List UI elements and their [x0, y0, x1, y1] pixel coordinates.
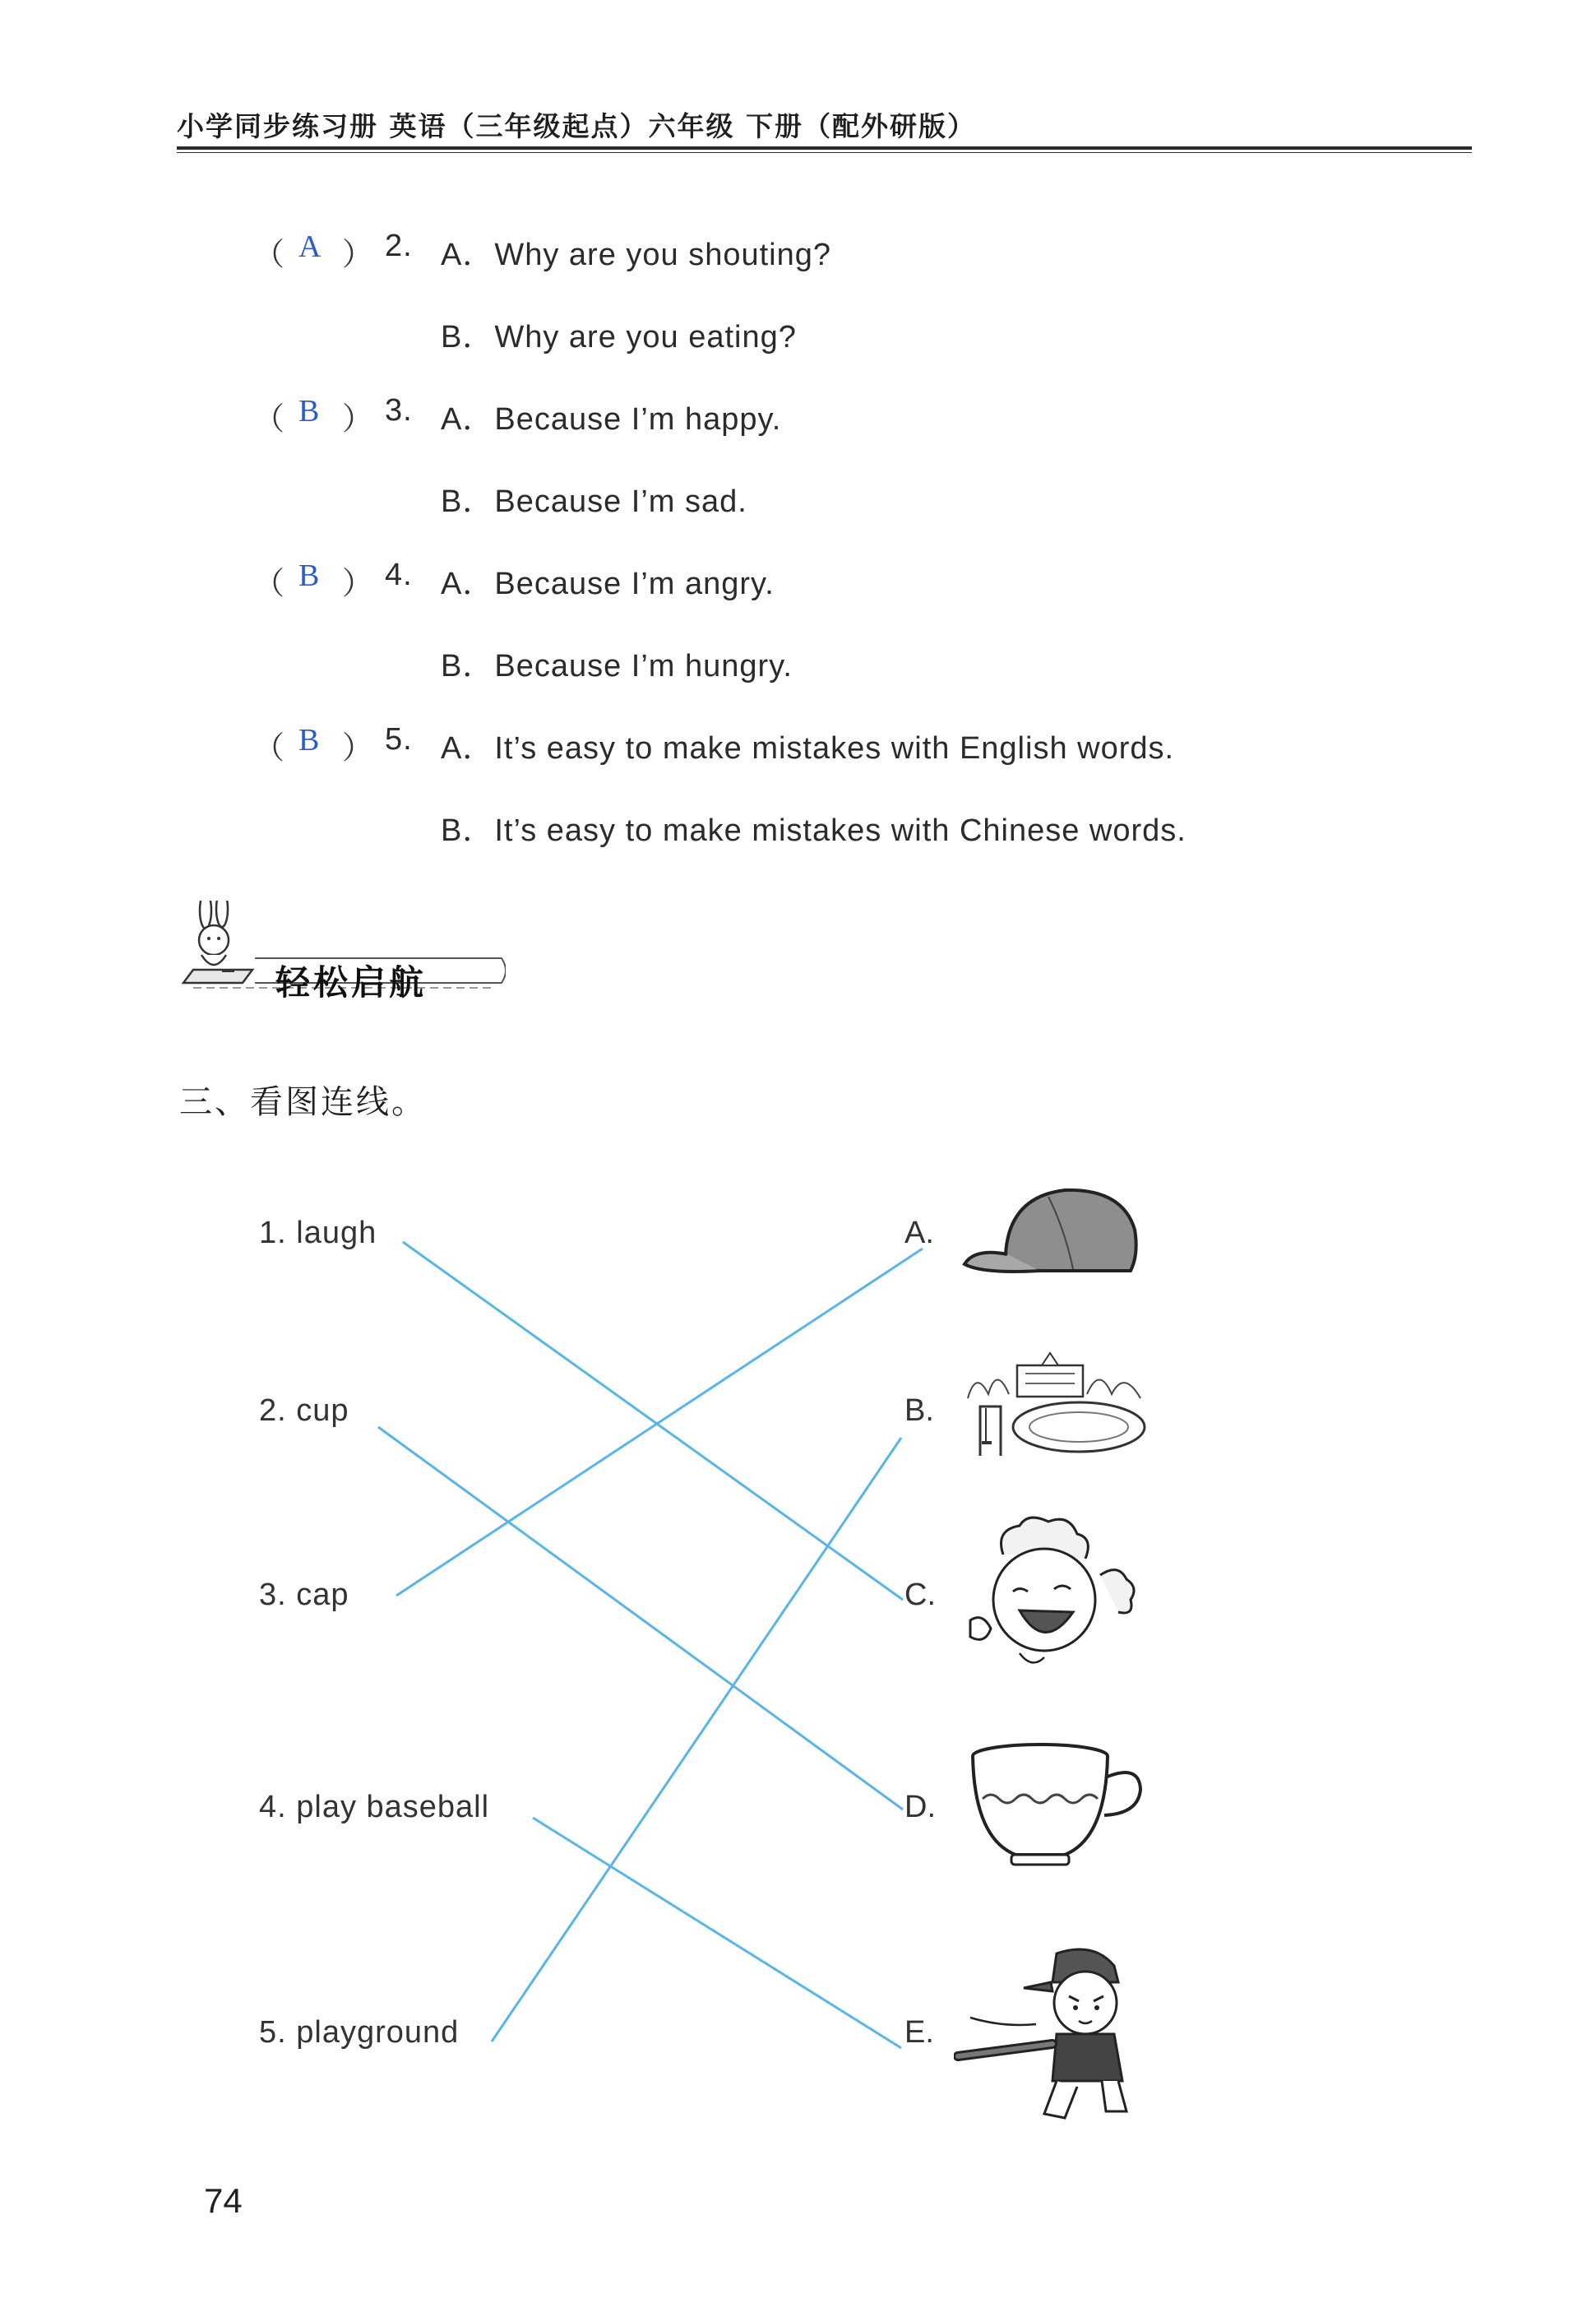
- paren-close: ）: [342, 567, 375, 601]
- connection-line-2-d: [378, 1427, 903, 1810]
- paren-close: ）: [342, 238, 375, 272]
- answer-mark: B: [298, 723, 321, 758]
- match-word-4: 4. play baseball: [259, 1790, 490, 1824]
- answer-mark: A: [298, 229, 322, 264]
- match-word-5: 5. playground: [259, 2015, 460, 2050]
- question-number: 4.: [385, 558, 413, 592]
- answer-mark: B: [298, 394, 321, 429]
- paren-open: （: [253, 402, 286, 437]
- paren-open: （: [253, 567, 286, 601]
- question-number: 2.: [385, 229, 413, 263]
- option-b: B．Because I’m sad.: [441, 484, 747, 519]
- connection-line-5-b: [492, 1438, 901, 2041]
- school-playground-icon: [964, 1349, 1153, 1468]
- match-letter-d: D.: [904, 1790, 936, 1824]
- option-b: B．Because I’m hungry.: [441, 649, 793, 683]
- match-word-1: 1. laugh: [259, 1216, 377, 1250]
- match-letter-c: C.: [904, 1578, 936, 1612]
- match-letter-e: E.: [904, 2015, 934, 2050]
- section-heading: 三、看图连线。: [179, 1083, 427, 1121]
- baseball-cap-icon: [958, 1172, 1147, 1279]
- paren-open: （: [253, 731, 286, 766]
- match-letter-a: A.: [904, 1216, 934, 1250]
- paren-open: （: [253, 238, 286, 272]
- teacup-icon: [966, 1740, 1151, 1871]
- option-b: B．Why are you eating?: [441, 320, 797, 354]
- connection-line-3-a: [396, 1249, 923, 1596]
- match-letter-b: B.: [904, 1393, 934, 1428]
- page-number: 74: [204, 2181, 243, 2220]
- question-number: 3.: [385, 393, 413, 428]
- connection-line-4-e: [533, 1818, 901, 2048]
- laughing-child-icon: [962, 1513, 1151, 1678]
- option-b: B．It’s easy to make mistakes with Chinese words.: [441, 813, 1187, 848]
- option-a: A．Because I’m angry.: [441, 567, 775, 601]
- child-playing-baseball-icon: [954, 1937, 1151, 2126]
- question-number: 5.: [385, 722, 413, 757]
- header-title: 小学同步练习册 英语（三年级起点）六年级 下册（配外研版）: [177, 110, 976, 142]
- option-a: A．Why are you shouting?: [441, 238, 832, 272]
- match-word-2: 2. cup: [259, 1393, 349, 1428]
- option-a: A．It’s easy to make mistakes with English words.: [441, 731, 1175, 766]
- paren-close: ）: [342, 402, 375, 437]
- paren-close: ）: [342, 731, 375, 766]
- answer-mark: B: [298, 558, 321, 593]
- section-badge-title: 轻松启航: [275, 962, 428, 1003]
- match-word-3: 3. cap: [259, 1578, 349, 1612]
- option-a: A．Because I’m happy.: [441, 402, 782, 437]
